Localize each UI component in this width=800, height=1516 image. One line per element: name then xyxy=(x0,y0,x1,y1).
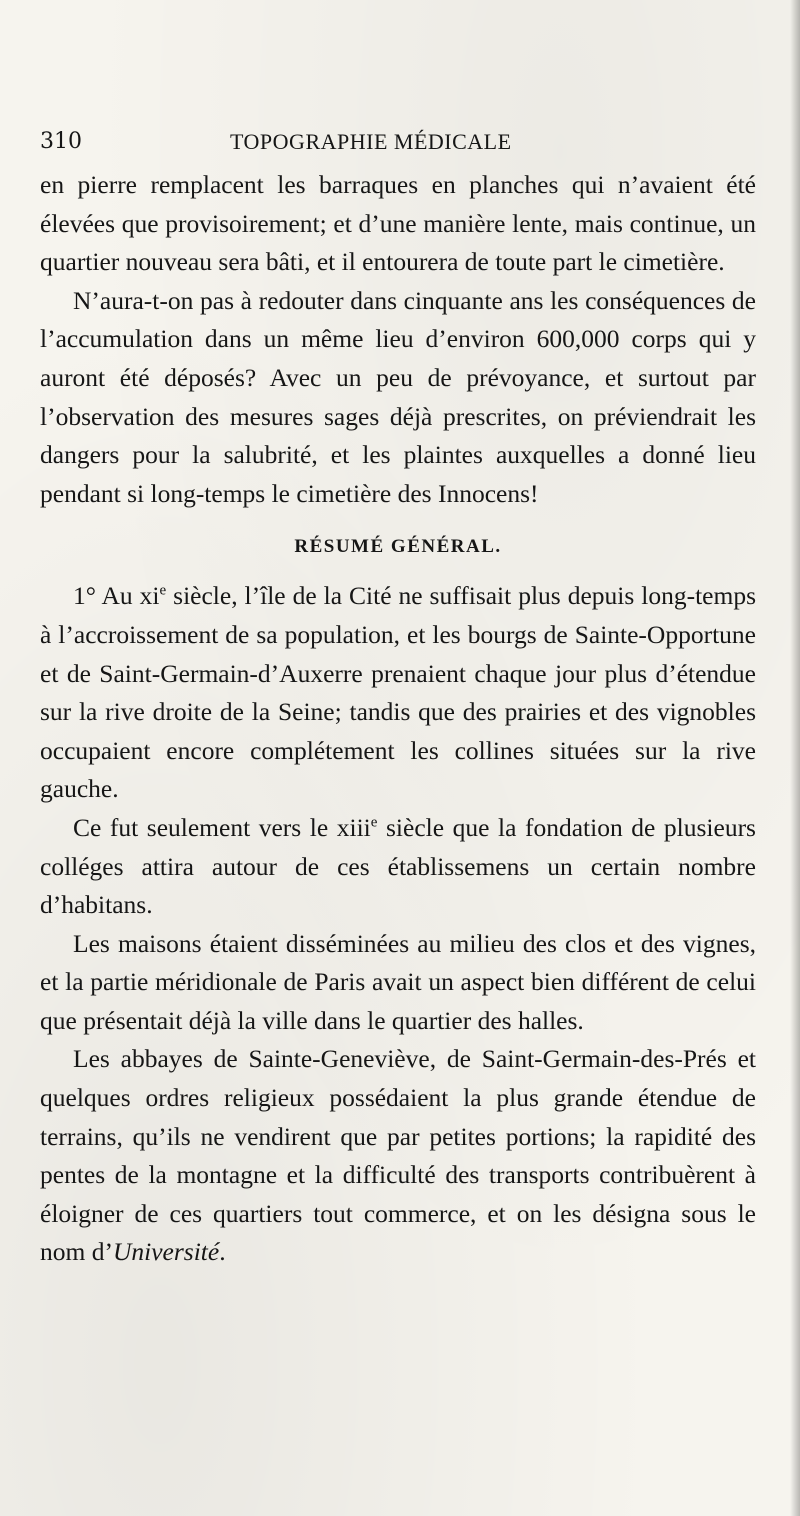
paragraph-6-text: Les abbayes de Sainte-Geneviève, de Saint-Germain-des-Prés et quelques ordres religieux possédaient la plus grande étendue de terrains, qu’ils ne vendirent que par petites portions; la rapidité des pentes de la montagne et la difficulté des transports contribuèrent à éloigner de ces quartiers tout commerce, et on les désigna sous le nom xyxy=(40,1044,756,1267)
paragraph-6-italic-term: Université xyxy=(112,1237,220,1267)
page-number: 310 xyxy=(40,129,82,154)
paragraph-3 xyxy=(40,577,756,809)
paragraph-6-end-suffix: . xyxy=(219,1237,226,1267)
paragraph-2: N’aura-t-on pas à redouter dans cinquante ans les conséquences de l’accumulation dans un même lieu d’environ 600,000 corps qui y auront été déposés? Avec un peu de prévoyance, et surtout par l’observation des mesures sages déjà prescrites, on préviendrait les dangers pour la salubrité, et les plaintes auxquelles a donné lieu pendant si long-temps le cimetière des Innocens! xyxy=(40,285,756,508)
paragraph-3-rest: siècle, l’île de la Cité ne suffisait plus depuis long-temps à l’accroissement de sa population, et les bourgs de Sainte-Opportune et de Saint-Germain-d’Auxerre prenaient chaque jour plus d’étendue sur la rive droite de la Seine; tandis que des prairies et des vignobles occupaient encore complétement les collines situées sur la rive gauche. xyxy=(40,581,756,804)
page-edge-shadow xyxy=(790,0,800,1516)
paragraph-5: Les maisons étaient disséminées au milieu des clos et des vignes, et la partie méridionale de Paris avait un aspect bien différent de celui que présentait déjà la ville dans le quartier des halles. xyxy=(40,928,756,1035)
paragraph-3-lead: 1° Au xi xyxy=(73,581,160,611)
body-text xyxy=(40,166,756,1272)
section-heading: RÉSUMÉ GÉNÉRAL. xyxy=(294,536,502,558)
paragraph-4-lead: Ce fut seulement vers le xiii xyxy=(73,812,371,842)
running-title: TOPOGRAPHIE MÉDICALE xyxy=(230,129,512,154)
page-header xyxy=(40,126,760,166)
paragraph-3-superscript: e xyxy=(159,582,167,599)
paragraph-4 xyxy=(40,809,756,925)
paragraph-6 xyxy=(40,1040,756,1272)
paragraph-1: en pierre remplacent les barraques en planches qui n’avaient été élevées que provisoirement; et d’une manière lente, mais continue, un quartier nouveau sera bâti, et il entourera de toute part le cimetière. xyxy=(40,170,756,277)
paragraph-4-rest: siècle que la fondation de plusieurs colléges attira autour de ces établissemens un certain nombre d’habitans. xyxy=(40,812,756,920)
paragraph-4-superscript: e xyxy=(370,814,378,831)
paragraph-6-end-prefix: d’ xyxy=(91,1237,113,1267)
